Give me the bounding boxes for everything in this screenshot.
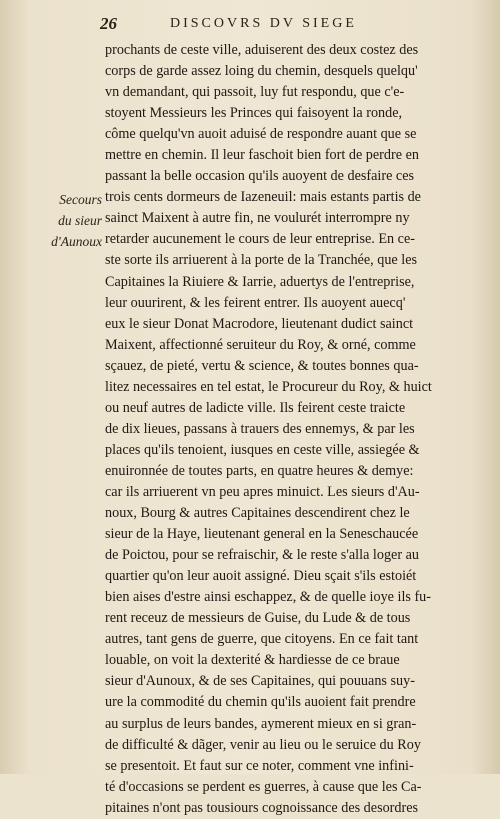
text-line: sieur d'Aunoux, & de ses Capitaines, qui pouuans suy- [105, 673, 415, 690]
text-line: noux, Bourg & autres Capitaines descendirent chez le [105, 505, 410, 522]
text-line: eux le sieur Donat Macrodore, lieutenant dudict sainct [105, 315, 414, 332]
text-line: sçauez, de pieté, vertu & science, & toutes bonnes qua- [105, 357, 419, 374]
text-line: car ils arriuerent vn peu apres minuict. Les sieurs d'Au- [105, 483, 420, 500]
text-line: mettre en chemin. Il leur faschoit bien fort de perdre en [105, 147, 419, 164]
text-line: places qu'ils tenoient, iusques en ceste ville, assiegée & [105, 441, 420, 458]
text-line: té d'occasions se perdent es guerres, à cause que les Ca- [105, 778, 422, 795]
text-line: de dix lieues, passans à trauers des ennemys, & par les [105, 420, 415, 437]
text-line: corps de garde assez loing du chemin, desquels quelqu' [105, 63, 418, 80]
text-line: passant la belle occasion qu'ils auoyent de desfaire ces [105, 168, 415, 185]
text-line: bien aises d'estre ainsi eschappez, & de quelle ioye ils fu- [105, 589, 432, 606]
page-number: 26 [100, 14, 117, 33]
running-head: DISCOVRS DV SIEGE [170, 16, 357, 31]
text-line: stoyent Messieurs les Princes qui faisoyent la ronde, [105, 105, 403, 122]
text-line: enuironnée de toutes parts, en quatre heures & demye: [105, 462, 414, 479]
text-line: sieur de la Haye, lieutenant general en la Seneschaucée [105, 526, 419, 543]
text-line: litez necessaires en tel estat, le Procureur du Roy, & huict [105, 378, 432, 395]
text-line: de difficulté & dãger, venir au lieu ou le seruice du Roy [105, 736, 421, 753]
margin-note-line: Secours [59, 192, 102, 207]
text-line: autres, tant gens de guerre, que citoyens. En ce fait tant [105, 631, 419, 648]
text-line: rent receuz de messieurs de Guise, du Lude & de tous [105, 610, 411, 627]
text-line: Maixent, affectionné seruiteur du Roy, & orné, comme [105, 336, 416, 353]
text-line: trois cents dormeurs de Iazeneuil: mais estants partis de [105, 189, 421, 206]
text-line: quartier qu'on leur auoit assigné. Dieu sçait s'ils estoiét [105, 568, 417, 585]
text-line: se presentoit. Et faut sur ce noter, comment vne infini- [105, 757, 414, 774]
text-line: Capitaines la Riuiere & Iarrie, aduertys de l'entreprise, [105, 273, 415, 290]
text-line: sainct Maixent à autre fin, ne voulurét interrompre ny [105, 210, 410, 227]
text-line: retarder aucunement le cours de leur entreprise. En ce- [105, 231, 415, 248]
text-line: au surplus de leurs bandes, aymerent mieux en si gran- [105, 715, 417, 732]
text-line: ure la commodité du chemin qu'ils auoient fait prendre [105, 694, 416, 711]
text-line: ste sorte ils arriuerent à la porte de la Tranchée, que les [105, 252, 418, 269]
margin-note-line: du sieur [58, 213, 102, 228]
page-header [100, 14, 490, 36]
text-line: louable, on voit la dexterité & hardiesse de ce braue [105, 652, 400, 669]
body-text [105, 40, 490, 819]
text-line: de Poictou, pour se refraischir, & le reste s'alla loger au [105, 547, 420, 564]
text-line: vn demandant, qui passoit, luy fut respondu, que c'e- [105, 84, 405, 101]
margin-note [40, 189, 102, 252]
text-line: leur ouurirent, & les feirent entrer. Ils auoyent auecq' [105, 294, 406, 311]
margin-note-line: d'Aunoux [51, 234, 102, 249]
text-line: prochants de ceste ville, aduiserent des deux costez des [105, 42, 419, 58]
text-line: côme quelqu'vn auoit aduisé de respondre auant que se [105, 126, 417, 143]
text-line: pitaines n'ont pas tousiours cognoissance des desordres [105, 799, 419, 816]
text-line: ou neuf autres de ladicte ville. Ils feirent ceste traicte [105, 399, 406, 416]
